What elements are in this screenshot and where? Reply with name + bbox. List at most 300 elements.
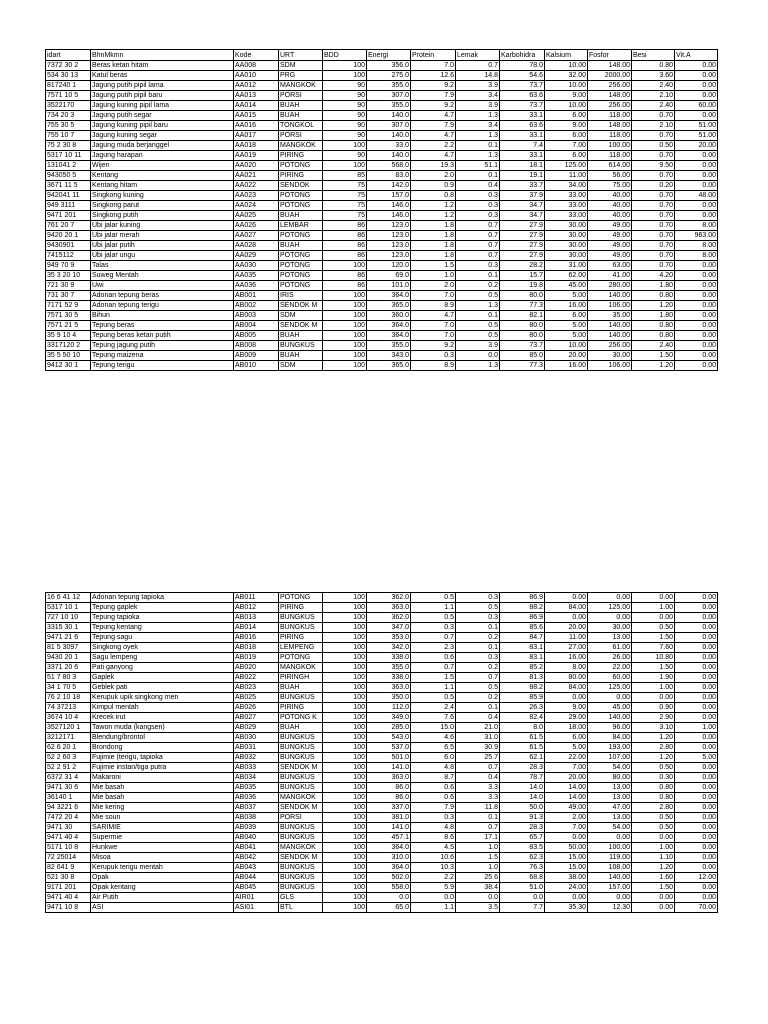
- table-cell[interactable]: AA030: [234, 261, 279, 271]
- table-cell[interactable]: 32.00: [545, 71, 588, 81]
- table-cell[interactable]: 0.2: [456, 663, 500, 673]
- table-cell[interactable]: Misoa: [91, 853, 234, 863]
- table-cell[interactable]: Singkong oyek: [91, 643, 234, 653]
- table-cell[interactable]: 20.00: [545, 773, 588, 783]
- table-cell[interactable]: 35 5 50 10: [46, 351, 91, 361]
- table-cell[interactable]: 21.0: [456, 723, 500, 733]
- table-cell[interactable]: 0.00: [588, 893, 632, 903]
- table-cell[interactable]: Bihun: [91, 311, 234, 321]
- table-cell[interactable]: 7.7: [500, 903, 545, 913]
- table-cell[interactable]: 0.00: [675, 853, 718, 863]
- table-cell[interactable]: 755 10 7: [46, 131, 91, 141]
- table-cell[interactable]: 140.00: [588, 331, 632, 341]
- table-cell[interactable]: 36140 1: [46, 793, 91, 803]
- table-cell[interactable]: 1.3: [456, 361, 500, 371]
- table-cell[interactable]: 100: [323, 793, 367, 803]
- table-cell[interactable]: 75: [323, 211, 367, 221]
- table-cell[interactable]: 0.00: [632, 613, 675, 623]
- table-cell[interactable]: 4.20: [632, 271, 675, 281]
- table-cell[interactable]: 146.0: [367, 201, 411, 211]
- table-cell[interactable]: 5.00: [675, 753, 718, 763]
- table-cell[interactable]: SENDOK M: [279, 301, 323, 311]
- table-cell[interactable]: AB029: [234, 723, 279, 733]
- table-cell[interactable]: 7.9: [411, 91, 456, 101]
- table-cell[interactable]: 2.4: [411, 703, 456, 713]
- table-cell[interactable]: 1.0: [411, 271, 456, 281]
- table-cell[interactable]: 100: [323, 61, 367, 71]
- table-cell[interactable]: BUNGKUS: [279, 783, 323, 793]
- table-cell[interactable]: 0.00: [632, 903, 675, 913]
- table-cell[interactable]: 0.00: [675, 773, 718, 783]
- table-cell[interactable]: Mie basah: [91, 783, 234, 793]
- table-cell[interactable]: AA008: [234, 61, 279, 71]
- table-cell[interactable]: 0.00: [545, 613, 588, 623]
- table-cell[interactable]: AB031: [234, 743, 279, 753]
- table-cell[interactable]: POTONG: [279, 231, 323, 241]
- table-cell[interactable]: 140.00: [588, 713, 632, 723]
- table-cell[interactable]: 15.00: [545, 863, 588, 873]
- table-cell[interactable]: 2.40: [632, 81, 675, 91]
- table-cell[interactable]: 86.0: [367, 783, 411, 793]
- table-cell[interactable]: 256.00: [588, 81, 632, 91]
- table-cell[interactable]: AB020: [234, 663, 279, 673]
- table-cell[interactable]: 0.70: [632, 111, 675, 121]
- table-cell[interactable]: 54.00: [588, 763, 632, 773]
- table-cell[interactable]: AB018: [234, 643, 279, 653]
- table-cell[interactable]: 1.5: [411, 673, 456, 683]
- table-cell[interactable]: AA024: [234, 201, 279, 211]
- table-cell[interactable]: 7.0: [411, 331, 456, 341]
- table-cell[interactable]: Kimpul mentah: [91, 703, 234, 713]
- table-cell[interactable]: 25.6: [456, 873, 500, 883]
- table-cell[interactable]: 3.10: [632, 723, 675, 733]
- table-cell[interactable]: 140.00: [588, 291, 632, 301]
- table-cell[interactable]: 86: [323, 271, 367, 281]
- table-cell[interactable]: 8.00: [545, 663, 588, 673]
- table-cell[interactable]: 0.3: [411, 351, 456, 361]
- table-cell[interactable]: 0.00: [675, 341, 718, 351]
- table-cell[interactable]: 0.00: [675, 713, 718, 723]
- table-cell[interactable]: 3.60: [632, 71, 675, 81]
- table-cell[interactable]: 0.80: [632, 783, 675, 793]
- table-cell[interactable]: 0.00: [632, 833, 675, 843]
- table-cell[interactable]: 60.00: [675, 101, 718, 111]
- table-cell[interactable]: 355.0: [367, 341, 411, 351]
- table-cell[interactable]: 49.00: [545, 803, 588, 813]
- table-cell[interactable]: AA022: [234, 181, 279, 191]
- table-cell[interactable]: Ubi jalar ungu: [91, 251, 234, 261]
- table-cell[interactable]: 0.4: [456, 773, 500, 783]
- table-cell[interactable]: 84.00: [588, 733, 632, 743]
- table-cell[interactable]: 30.00: [588, 623, 632, 633]
- table-cell[interactable]: AB010: [234, 361, 279, 371]
- table-cell[interactable]: 9471 30 6: [46, 783, 91, 793]
- table-cell[interactable]: 0.20: [632, 181, 675, 191]
- table-cell[interactable]: BUNGKUS: [279, 863, 323, 873]
- table-cell[interactable]: 1.5: [411, 261, 456, 271]
- table-cell[interactable]: SENDOK M: [279, 321, 323, 331]
- table-cell[interactable]: 9471 40 4: [46, 893, 91, 903]
- table-cell[interactable]: 9471 201: [46, 211, 91, 221]
- table-cell[interactable]: 0.00: [675, 171, 718, 181]
- table-cell[interactable]: AB003: [234, 311, 279, 321]
- table-cell[interactable]: POTONG: [279, 191, 323, 201]
- table-cell[interactable]: 9171 201: [46, 883, 91, 893]
- table-cell[interactable]: AB026: [234, 703, 279, 713]
- table-cell[interactable]: 1.2: [411, 211, 456, 221]
- table-cell[interactable]: 3.3: [456, 793, 500, 803]
- table-cell[interactable]: 0.80: [632, 321, 675, 331]
- table-cell[interactable]: 1.20: [632, 753, 675, 763]
- table-cell[interactable]: 31.00: [545, 261, 588, 271]
- table-cell[interactable]: 91.3: [500, 813, 545, 823]
- table-cell[interactable]: 16 6 41 12: [46, 593, 91, 603]
- table-cell[interactable]: 355.0: [367, 663, 411, 673]
- table-cell[interactable]: 37.9: [500, 191, 545, 201]
- table-cell[interactable]: 100: [323, 763, 367, 773]
- table-cell[interactable]: 100: [323, 341, 367, 351]
- table-cell[interactable]: BUNGKUS: [279, 753, 323, 763]
- table-cell[interactable]: 0.00: [588, 693, 632, 703]
- table-cell[interactable]: 11.8: [456, 803, 500, 813]
- table-cell[interactable]: POTONG: [279, 593, 323, 603]
- table-cell[interactable]: 33.1: [500, 111, 545, 121]
- column-header[interactable]: BDD: [323, 50, 367, 61]
- table-cell[interactable]: 355.0: [367, 81, 411, 91]
- table-cell[interactable]: 0.00: [675, 673, 718, 683]
- table-cell[interactable]: BUAH: [279, 241, 323, 251]
- table-cell[interactable]: 100: [323, 693, 367, 703]
- table-cell[interactable]: 0.70: [632, 211, 675, 221]
- table-cell[interactable]: 148.00: [588, 61, 632, 71]
- table-cell[interactable]: 0.50: [632, 813, 675, 823]
- table-cell[interactable]: 0.7: [456, 763, 500, 773]
- table-cell[interactable]: 3.4: [456, 91, 500, 101]
- table-cell[interactable]: 3371 20 6: [46, 663, 91, 673]
- table-cell[interactable]: 49.00: [588, 231, 632, 241]
- table-cell[interactable]: 364.0: [367, 331, 411, 341]
- table-cell[interactable]: 33.00: [545, 191, 588, 201]
- table-cell[interactable]: IRIS: [279, 291, 323, 301]
- table-cell[interactable]: Adonan tepung beras: [91, 291, 234, 301]
- table-cell[interactable]: 33.00: [545, 211, 588, 221]
- table-cell[interactable]: 1.90: [632, 673, 675, 683]
- table-cell[interactable]: 0.00: [675, 111, 718, 121]
- table-cell[interactable]: 123.0: [367, 241, 411, 251]
- table-cell[interactable]: 63.00: [588, 261, 632, 271]
- table-cell[interactable]: 0.1: [456, 623, 500, 633]
- table-cell[interactable]: 2.2: [411, 873, 456, 883]
- table-cell[interactable]: Katul beras: [91, 71, 234, 81]
- table-cell[interactable]: 0.0: [500, 893, 545, 903]
- table-cell[interactable]: 1.8: [411, 231, 456, 241]
- table-cell[interactable]: 123.0: [367, 231, 411, 241]
- table-cell[interactable]: AB008: [234, 341, 279, 351]
- table-cell[interactable]: 285.0: [367, 723, 411, 733]
- table-cell[interactable]: 100: [323, 803, 367, 813]
- table-cell[interactable]: 0.4: [456, 181, 500, 191]
- table-cell[interactable]: 100: [323, 863, 367, 873]
- table-cell[interactable]: 118.00: [588, 131, 632, 141]
- table-cell[interactable]: 100: [323, 823, 367, 833]
- table-cell[interactable]: 0.80: [632, 331, 675, 341]
- table-cell[interactable]: 19.3: [411, 161, 456, 171]
- table-cell[interactable]: 90: [323, 81, 367, 91]
- table-cell[interactable]: 8.00: [675, 241, 718, 251]
- table-cell[interactable]: Ubi jalar kuning: [91, 221, 234, 231]
- table-cell[interactable]: 100: [323, 643, 367, 653]
- table-cell[interactable]: 0.50: [632, 763, 675, 773]
- table-cell[interactable]: 73.7: [500, 341, 545, 351]
- table-cell[interactable]: AB001: [234, 291, 279, 301]
- table-cell[interactable]: 0.3: [456, 613, 500, 623]
- table-cell[interactable]: 502.0: [367, 873, 411, 883]
- table-cell[interactable]: 90: [323, 111, 367, 121]
- table-cell[interactable]: 25.7: [456, 753, 500, 763]
- table-cell[interactable]: 7.0: [411, 61, 456, 71]
- table-cell[interactable]: 100: [323, 753, 367, 763]
- table-cell[interactable]: 364.0: [367, 291, 411, 301]
- table-cell[interactable]: POTONG: [279, 261, 323, 271]
- table-cell[interactable]: PIRINGH: [279, 673, 323, 683]
- table-cell[interactable]: 62.1: [500, 753, 545, 763]
- table-cell[interactable]: 100: [323, 613, 367, 623]
- table-cell[interactable]: 0.00: [675, 161, 718, 171]
- table-cell[interactable]: 0.00: [675, 683, 718, 693]
- table-cell[interactable]: 81.3: [500, 673, 545, 683]
- table-cell[interactable]: 0.80: [632, 793, 675, 803]
- table-cell[interactable]: 100: [323, 883, 367, 893]
- table-cell[interactable]: 0.5: [456, 683, 500, 693]
- table-cell[interactable]: 343.0: [367, 351, 411, 361]
- table-cell[interactable]: 118.00: [588, 151, 632, 161]
- table-cell[interactable]: 27.9: [500, 251, 545, 261]
- table-cell[interactable]: 7571 21 5: [46, 321, 91, 331]
- table-cell[interactable]: Beras ketan hitam: [91, 61, 234, 71]
- table-cell[interactable]: 140.0: [367, 111, 411, 121]
- table-cell[interactable]: 537.0: [367, 743, 411, 753]
- table-cell[interactable]: PRG: [279, 71, 323, 81]
- table-cell[interactable]: 521 30 8: [46, 873, 91, 883]
- table-cell[interactable]: SDM: [279, 311, 323, 321]
- table-cell[interactable]: 27.9: [500, 221, 545, 231]
- table-cell[interactable]: 4.5: [411, 843, 456, 853]
- table-cell[interactable]: 0.00: [545, 833, 588, 843]
- table-cell[interactable]: BUNGKUS: [279, 341, 323, 351]
- table-cell[interactable]: Tepung jagung putih: [91, 341, 234, 351]
- table-cell[interactable]: 0.0: [456, 893, 500, 903]
- table-cell[interactable]: 100: [323, 833, 367, 843]
- table-cell[interactable]: 11.00: [545, 171, 588, 181]
- table-cell[interactable]: 33.1: [500, 151, 545, 161]
- table-cell[interactable]: AB014: [234, 623, 279, 633]
- table-cell[interactable]: 310.0: [367, 853, 411, 863]
- table-cell[interactable]: 1.80: [632, 311, 675, 321]
- table-cell[interactable]: 0.00: [545, 693, 588, 703]
- table-cell[interactable]: 0.70: [632, 131, 675, 141]
- table-cell[interactable]: 7.4: [500, 141, 545, 151]
- table-cell[interactable]: 2.90: [632, 713, 675, 723]
- table-cell[interactable]: 90: [323, 91, 367, 101]
- table-cell[interactable]: 0.7: [456, 241, 500, 251]
- table-cell[interactable]: 0.3: [456, 191, 500, 201]
- table-cell[interactable]: AA026: [234, 221, 279, 231]
- table-cell[interactable]: SENDOK M: [279, 763, 323, 773]
- table-cell[interactable]: 13.00: [588, 633, 632, 643]
- table-cell[interactable]: 1.8: [411, 251, 456, 261]
- table-cell[interactable]: 80.0: [500, 321, 545, 331]
- table-cell[interactable]: AB039: [234, 823, 279, 833]
- table-cell[interactable]: TONGKOL: [279, 121, 323, 131]
- table-cell[interactable]: 100: [323, 683, 367, 693]
- table-cell[interactable]: BUAH: [279, 111, 323, 121]
- table-cell[interactable]: BUAH: [279, 331, 323, 341]
- table-cell[interactable]: LEMBAR: [279, 221, 323, 231]
- table-cell[interactable]: 51 7 80 3: [46, 673, 91, 683]
- table-cell[interactable]: 9.2: [411, 81, 456, 91]
- table-cell[interactable]: 3674 10 4: [46, 713, 91, 723]
- table-cell[interactable]: 0.00: [632, 693, 675, 703]
- table-cell[interactable]: 30.00: [545, 251, 588, 261]
- table-cell[interactable]: 100: [323, 361, 367, 371]
- table-cell[interactable]: 0.00: [675, 321, 718, 331]
- table-cell[interactable]: 15.00: [545, 853, 588, 863]
- table-cell[interactable]: AB025: [234, 693, 279, 703]
- table-cell[interactable]: POTONG: [279, 653, 323, 663]
- table-cell[interactable]: Suweg Mentah: [91, 271, 234, 281]
- table-cell[interactable]: 61.00: [588, 643, 632, 653]
- table-cell[interactable]: 2.0: [411, 171, 456, 181]
- table-cell[interactable]: MANGKOK: [279, 793, 323, 803]
- table-cell[interactable]: 13.00: [588, 813, 632, 823]
- table-cell[interactable]: 20.00: [545, 623, 588, 633]
- table-cell[interactable]: 4.6: [411, 733, 456, 743]
- table-cell[interactable]: 40.00: [588, 191, 632, 201]
- table-cell[interactable]: 38.4: [456, 883, 500, 893]
- table-cell[interactable]: 0.00: [675, 211, 718, 221]
- table-cell[interactable]: 338.0: [367, 653, 411, 663]
- table-cell[interactable]: 146.0: [367, 211, 411, 221]
- table-cell[interactable]: 5.00: [545, 743, 588, 753]
- table-cell[interactable]: 78.7: [500, 773, 545, 783]
- table-cell[interactable]: Talas: [91, 261, 234, 271]
- table-cell[interactable]: 0.00: [675, 81, 718, 91]
- table-cell[interactable]: 0.3: [456, 653, 500, 663]
- table-cell[interactable]: 11.00: [545, 633, 588, 643]
- table-cell[interactable]: PIRING: [279, 703, 323, 713]
- table-cell[interactable]: 90: [323, 151, 367, 161]
- table-cell[interactable]: PORSI: [279, 813, 323, 823]
- table-cell[interactable]: Tepung kentang: [91, 623, 234, 633]
- table-cell[interactable]: 6372 31 4: [46, 773, 91, 783]
- table-cell[interactable]: 355.0: [367, 101, 411, 111]
- table-cell[interactable]: 0.3: [411, 623, 456, 633]
- table-cell[interactable]: 56.00: [588, 171, 632, 181]
- table-cell[interactable]: 0.00: [675, 593, 718, 603]
- table-cell[interactable]: ASI01: [234, 903, 279, 913]
- table-cell[interactable]: POTONG K: [279, 713, 323, 723]
- table-cell[interactable]: PIRING: [279, 151, 323, 161]
- table-cell[interactable]: 362.0: [367, 613, 411, 623]
- table-cell[interactable]: 123.0: [367, 251, 411, 261]
- table-cell[interactable]: Brondong: [91, 743, 234, 753]
- table-cell[interactable]: 7.6: [411, 713, 456, 723]
- table-cell[interactable]: 0.2: [456, 633, 500, 643]
- table-cell[interactable]: AA015: [234, 111, 279, 121]
- table-cell[interactable]: 9471 30: [46, 823, 91, 833]
- table-cell[interactable]: 365.0: [367, 361, 411, 371]
- table-cell[interactable]: 4.7: [411, 151, 456, 161]
- table-cell[interactable]: 0.00: [675, 783, 718, 793]
- table-cell[interactable]: 349.0: [367, 713, 411, 723]
- table-cell[interactable]: 8.0: [500, 723, 545, 733]
- table-cell[interactable]: Mie basah: [91, 793, 234, 803]
- table-cell[interactable]: 49.00: [588, 221, 632, 231]
- table-cell[interactable]: 1.50: [632, 633, 675, 643]
- table-cell[interactable]: 86: [323, 231, 367, 241]
- table-cell[interactable]: 82.1: [500, 311, 545, 321]
- table-cell[interactable]: 77.3: [500, 301, 545, 311]
- table-cell[interactable]: Tepung tapioka: [91, 613, 234, 623]
- table-cell[interactable]: 9471 40 4: [46, 833, 91, 843]
- column-header[interactable]: Fosfor: [588, 50, 632, 61]
- table-cell[interactable]: 100: [323, 853, 367, 863]
- table-cell[interactable]: 157.0: [367, 191, 411, 201]
- table-cell[interactable]: GLS: [279, 893, 323, 903]
- table-cell[interactable]: 0.00: [675, 763, 718, 773]
- table-cell[interactable]: 0.00: [675, 663, 718, 673]
- table-cell[interactable]: AB044: [234, 873, 279, 883]
- table-cell[interactable]: 141.0: [367, 823, 411, 833]
- table-cell[interactable]: 543.0: [367, 733, 411, 743]
- table-cell[interactable]: Jagung muda berjanggel: [91, 141, 234, 151]
- table-cell[interactable]: BUNGKUS: [279, 773, 323, 783]
- table-cell[interactable]: 365.0: [367, 301, 411, 311]
- table-cell[interactable]: 3.5: [456, 903, 500, 913]
- table-cell[interactable]: 9.00: [545, 703, 588, 713]
- table-cell[interactable]: 0.00: [675, 733, 718, 743]
- table-cell[interactable]: 0.70: [632, 221, 675, 231]
- table-cell[interactable]: 7171 52 9: [46, 301, 91, 311]
- table-cell[interactable]: 16.00: [545, 653, 588, 663]
- table-cell[interactable]: 0.00: [675, 653, 718, 663]
- table-cell[interactable]: Jagung kuning segar: [91, 131, 234, 141]
- table-cell[interactable]: 0.00: [675, 833, 718, 843]
- table-cell[interactable]: 12.6: [411, 71, 456, 81]
- table-cell[interactable]: 9.50: [632, 161, 675, 171]
- table-cell[interactable]: AB040: [234, 833, 279, 843]
- table-cell[interactable]: 0.00: [675, 703, 718, 713]
- table-cell[interactable]: 26.3: [500, 703, 545, 713]
- table-cell[interactable]: SENDOK M: [279, 853, 323, 863]
- table-cell[interactable]: 45.00: [588, 703, 632, 713]
- table-cell[interactable]: 7.0: [411, 321, 456, 331]
- table-cell[interactable]: 0.80: [632, 61, 675, 71]
- table-cell[interactable]: 1.00: [632, 683, 675, 693]
- table-cell[interactable]: 100: [323, 783, 367, 793]
- table-cell[interactable]: 6.5: [411, 743, 456, 753]
- table-cell[interactable]: 112.0: [367, 703, 411, 713]
- table-cell[interactable]: 3212171: [46, 733, 91, 743]
- table-cell[interactable]: 3.9: [456, 101, 500, 111]
- table-cell[interactable]: 731 30 7: [46, 291, 91, 301]
- table-cell[interactable]: 7.60: [632, 643, 675, 653]
- table-cell[interactable]: AA013: [234, 91, 279, 101]
- table-cell[interactable]: 40.00: [588, 211, 632, 221]
- table-cell[interactable]: 568.0: [367, 161, 411, 171]
- table-cell[interactable]: 0.00: [675, 331, 718, 341]
- table-cell[interactable]: Jagung putih segar: [91, 111, 234, 121]
